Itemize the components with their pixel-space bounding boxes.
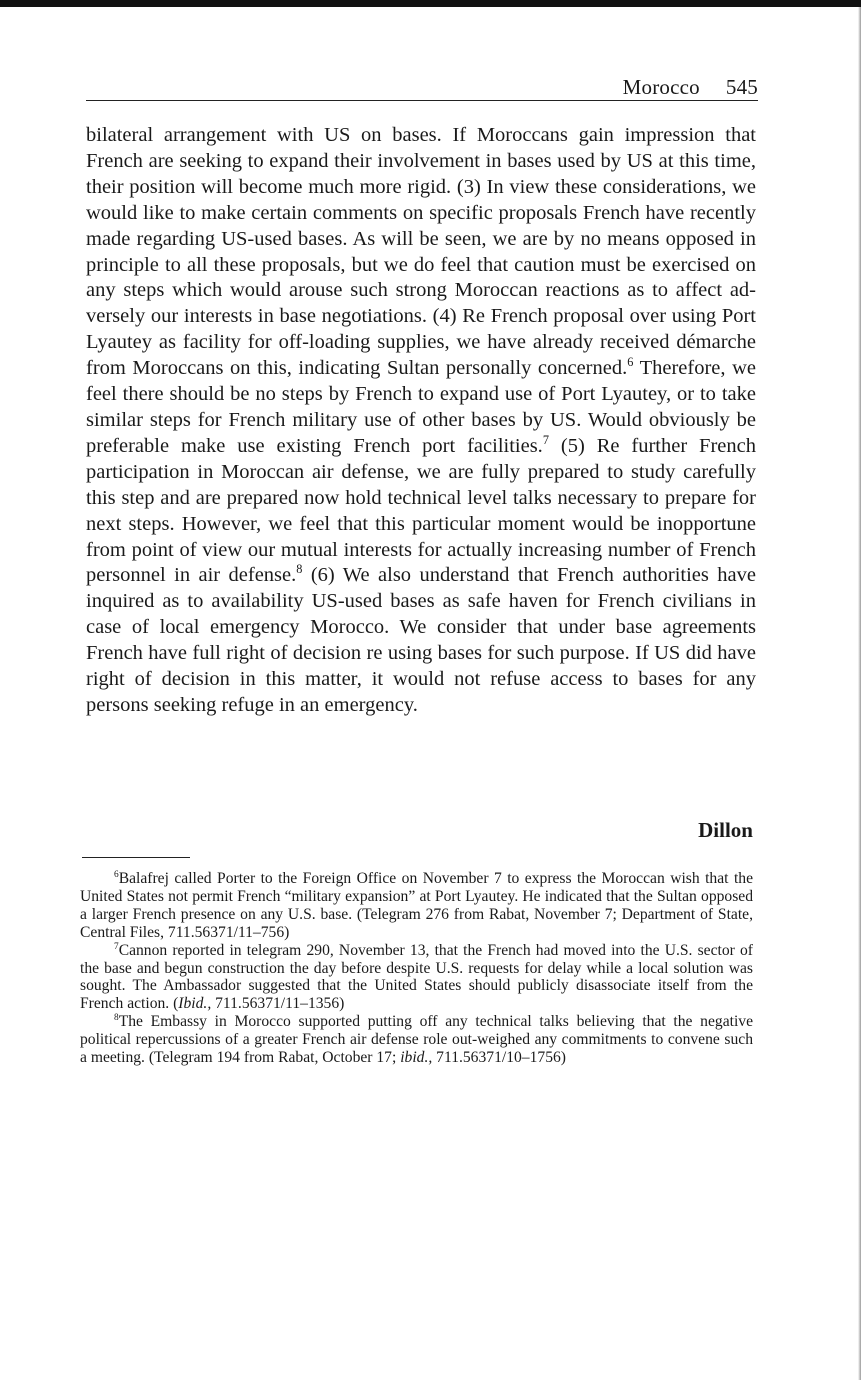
telegram-body-text [86,123,756,719]
footnote-ref-7[interactable]: 7 [542,433,549,448]
footnote-7-text-end: 711.56371/11–1356) [211,995,345,1013]
footnote-6-text: Balafrej called Porter to the Foreign Office on November 7 to express the Moroccan wish that the United States not permit French “military expansion” at Port Lyautey. He indicated that the Sultan opposed a larger French presence on any U.S. base. (Telegram 276 from Rabat, November 7; Department of State, Central Files, 711.56371/11–756) [80,870,753,941]
body-text-part-3: (5) Re further French participation in Moroccan air defense, we are fully prepared to study carefully this step and are prepared now hold technical level talks necessary to prepare for next steps. However, we feel that this particular moment would be inopportune from point of view our mutual interests for actually increasing number of French personnel in air defense. [86,434,756,587]
footnote-8-ibid: ibid., [400,1049,433,1067]
header-section-title: Morocco [622,75,700,99]
running-header [86,74,758,101]
footnotes [80,870,753,1067]
footnote-8-text-end: 711.56371/10–1756) [432,1049,566,1067]
header-page-number: 545 [725,75,758,99]
footnote-6 [80,870,753,942]
body-text-part-2: Therefore, we feel there should be no steps by French to expand use of Port Lyautey, or to take similar steps for French military use of other bases by US. Would obviously be preferable make use existing French port facilities. [86,357,756,457]
footnote-7 [80,942,753,1014]
footnote-divider [82,857,190,858]
footnote-ref-6[interactable]: 6 [627,355,634,370]
footnote-ref-8[interactable]: 8 [296,562,303,577]
signature: Dillon [698,818,753,842]
footnote-7-ibid: Ibid., [178,995,212,1013]
footnote-8 [80,1013,753,1067]
page-top-border [0,0,861,7]
body-text-part-4: (6) We also understand that French authorities have inquired as to availability US-used bases as safe haven for French civilians in case of local emergency Morocco. We consider that under base agreements French have full right of decision re using bases for such purpose. If US did have right of decision in this matter, it would not refuse access to bases for any persons seeking refuge in an emergency. [86,564,756,716]
footnote-7-text: Cannon reported in telegram 290, November 13, that the French had moved into the U.S. sector of the base and begun construction the day before despite U.S. requests for delay while a local solution was sought. The Ambassador suggested that the United States should publicly disassociate itself from the French action. ( [80,941,753,1013]
footnote-8-text: The Embassy in Morocco supported putting off any technical talks believing that the negative political repercussions of a greater French air defense role out-weighed any commitments to convene such a meeting. (Telegram 194 from Rabat, October 17; [80,1013,753,1067]
footnote-8-number: 8 [114,1013,119,1024]
footnote-6-number: 6 [114,869,119,880]
body-text-part-1: bilateral arrangement with US on bases. If Moroccans gain impression that French are seeking to expand their involvement in bases used by US at this time, their position will become much more rigid. (3) In view these considerations, we would like to make certain comments on specific proposals French have recently made regarding US-used bases. As will be seen, we are by no means opposed in principle to all these proposals, but we do feel that caution must be exercised on any steps which would arouse such strong Moroccan reactions as to affect ad-versely our interests in base negotiations. (4) Re French proposal over using Port Lyautey as facility for off-loading supplies, we have already received démarche from Moroccans on this, indicating Sultan personally concerned. [86,124,756,380]
footnote-7-number: 7 [114,941,119,952]
